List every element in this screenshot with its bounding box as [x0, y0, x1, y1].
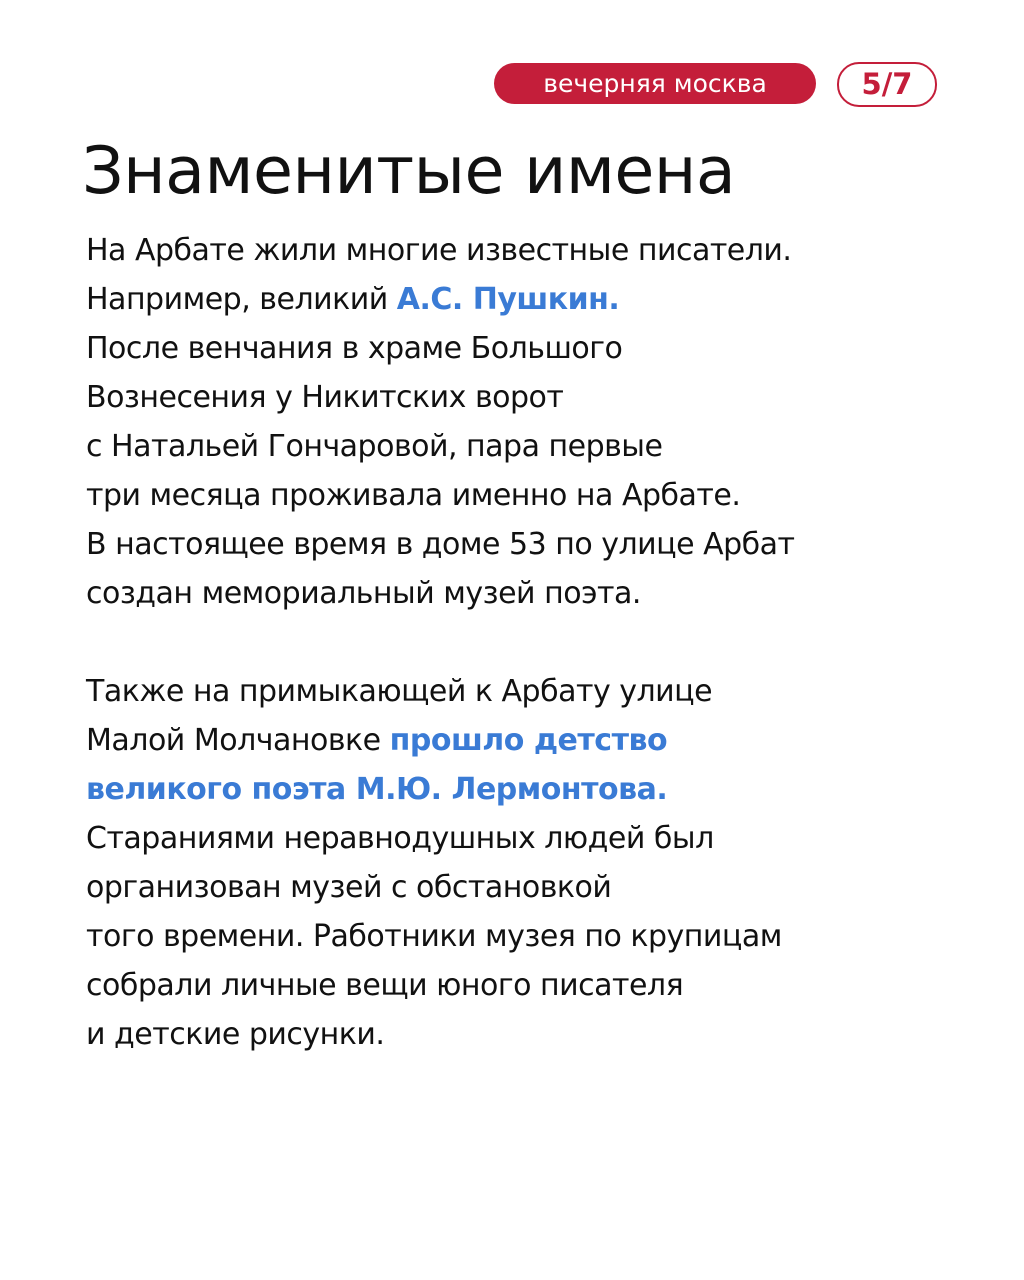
highlight-childhood: прошло детство	[389, 723, 668, 758]
highlight-pushkin: А.С. Пушкин.	[396, 282, 620, 317]
text-line: На Арбате жили многие известные писатели.	[86, 233, 792, 268]
brand-badge	[494, 63, 816, 104]
text-line: собрали личные вещи юного писателя	[86, 968, 684, 1003]
paragraph-pushkin	[86, 226, 986, 618]
page-counter-label: 5/7	[861, 67, 913, 101]
text-line: три месяца проживала именно на Арбате.	[86, 478, 741, 513]
text-line: Также на примыкающей к Арбату улице	[86, 674, 713, 709]
text-line	[86, 275, 986, 324]
brand-name: вечерняя москва	[543, 69, 767, 98]
text-line: организован музей с обстановкой	[86, 870, 612, 905]
text-line: того времени. Работники музея по крупицам	[86, 919, 782, 954]
article-body	[86, 226, 986, 1059]
text-line: После венчания в храме Большого	[86, 331, 623, 366]
text-segment: Малой Молчановке	[86, 723, 390, 758]
text-line	[86, 716, 986, 765]
text-line: с Натальей Гончаровой, пара первые	[86, 429, 663, 464]
paragraph-lermontov	[86, 667, 986, 1059]
text-line: создан мемориальный музей поэта.	[86, 576, 641, 611]
paragraph-gap	[86, 618, 986, 667]
text-line: Вознесения у Никитских ворот	[86, 380, 564, 415]
page-title: Знаменитые имена	[82, 134, 736, 209]
text-line: и детские рисунки.	[86, 1017, 385, 1052]
text-line: Стараниями неравнодушных людей был	[86, 821, 714, 856]
highlight-lermontov: великого поэта М.Ю. Лермонтова.	[86, 772, 668, 807]
text-line: В настоящее время в доме 53 по улице Арбат	[86, 527, 795, 562]
text-segment: Например, великий	[86, 282, 397, 317]
page-counter	[837, 62, 937, 107]
